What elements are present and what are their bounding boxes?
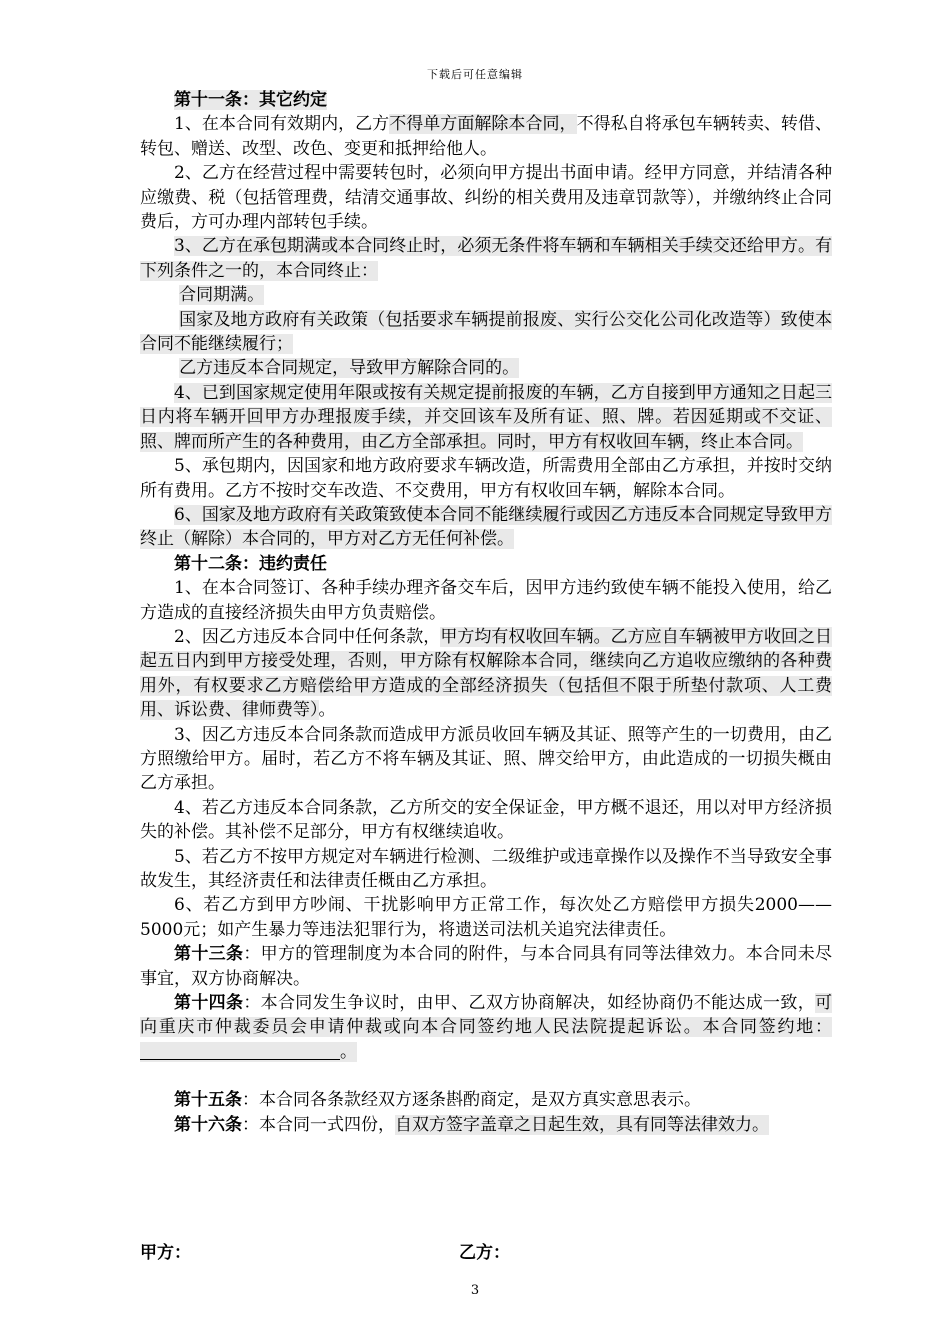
article-12-clause-2: 2、因乙方违反本合同中任何条款，甲方均有权收回车辆。乙方应自车辆被甲方收回之日起五日内到甲方接受处理，否则，甲方除有权解除本合同，继续向乙方追收应缴纳的各种费用外，有权要求乙方赔偿给甲方造成的全部经济损失（包括但不限于所垫付款项、人工费用、诉讼费、律师费等）。 [140,626,832,721]
article-11-clause-2: 2、乙方在经营过程中需要转包时，必须向甲方提出书面申请。经甲方同意，并结清各种应缴费、税（包括管理费，结清交通事故、纠纷的相关费用及违章罚款等），并缴纳终止合同费后，方可办理内部转包手续。 [140,163,832,233]
article-16: 第十六条：本合同一式四份，自双方签字盖章之日起生效，具有同等法律效力。 [174,1114,769,1135]
article-12-title: 第十二条：违约责任 [174,553,327,574]
spacer [140,1064,832,1088]
article-11-clause-6: 6、国家及地方政府有关政策致使本合同不能继续履行或因乙方违反本合同规定导致甲方终止（解除）本合同的，甲方对乙方无任何补偿。 [140,504,832,550]
party-a-signature: 甲方： [140,1243,191,1263]
page-header: 下载后可任意编辑 [427,68,523,81]
article-11-condition-3: 乙方违反本合同规定，导致甲方解除合同的。 [179,358,520,379]
article-11-clause-1: 1、在本合同有效期内，乙方不得单方面解除本合同，不得私自将承包车辆转卖、转借、转包、赠送、改型、改色、变更和抵押给他人。 [140,114,832,159]
article-15: 第十五条：本合同各条款经双方逐条斟酌商定，是双方真实意思表示。 [174,1090,701,1111]
article-11-clause-3: 3、乙方在承包期满或本合同终止时，必须无条件将车辆和车辆相关手续交还给甲方。有下列条件之一的，本合同终止： [140,236,832,281]
article-11-title: 第十一条：其它约定 [174,90,327,110]
article-11-clause-5: 5、承包期内，因国家和地方政府要求车辆改造，所需费用全部由乙方承担，并按时交纳所有费用。乙方不按时交车改造、不交费用，甲方有权收回车辆，解除本合同。 [140,456,832,501]
signing-place-blank [140,1042,340,1060]
article-12-clause-4: 4、若乙方违反本合同条款，乙方所交的安全保证金，甲方概不退还，用以对甲方经济损失的补偿。其补偿不足部分，甲方有权继续追收。 [140,797,832,843]
article-12-clause-6: 6、若乙方到甲方吵闹、干扰影响甲方正常工作，每次处乙方赔偿甲方损失2000——5000元；如产生暴力等违法犯罪行为，将遗送司法机关追究法律责任。 [140,895,832,940]
party-b-signature: 乙方： [459,1243,510,1263]
article-12-clause-3: 3、因乙方违反本合同条款而造成甲方派员收回车辆及其证、照等产生的一切费用，由乙方照缴给甲方。届时，若乙方不将车辆及其证、照、牌交给甲方，由此造成的一切损失概由乙方承担。 [140,724,832,794]
article-12-clause-1: 1、在本合同签订、各种手续办理齐备交车后，因甲方违约致使车辆不能投入使用，给乙方造成的直接经济损失由甲方负责赔偿。 [140,578,832,623]
article-11-clause-4: 4、已到国家规定使用年限或按有关规定提前报废的车辆，乙方自接到甲方通知之日起三日内将车辆开回甲方办理报废手续，并交回该车及所有证、照、牌。若因延期或不交证、照、牌而所产生的各种费用，由乙方全部承担。同时，甲方有权收回车辆，终止本合同。 [140,382,832,452]
article-13: 第十三条：甲方的管理制度为本合同的附件，与本合同具有同等法律效力。本合同未尽事宜，双方协商解决。 [140,944,833,989]
article-14: 第十四条：本合同发生争议时，由甲、乙双方协商解决，如经协商仍不能达成一致，可向重庆市仲裁委员会申请仲裁或向本合同签约地人民法院提起诉讼。本合同签约地：。 [140,993,833,1062]
contract-body [140,88,832,1137]
article-11-condition-2: 国家及地方政府有关政策（包括要求车辆提前报废、实行公交化公司化改造等）致使本合同不能继续履行； [140,309,832,355]
article-11-condition-1: 合同期满。 [179,285,265,306]
article-12-clause-5: 5、若乙方不按甲方规定对车辆进行检测、二级维护或违章操作以及操作不当导致安全事故发生，其经济责任和法律责任概由乙方承担。 [140,846,832,891]
page-number: 3 [470,1283,480,1298]
